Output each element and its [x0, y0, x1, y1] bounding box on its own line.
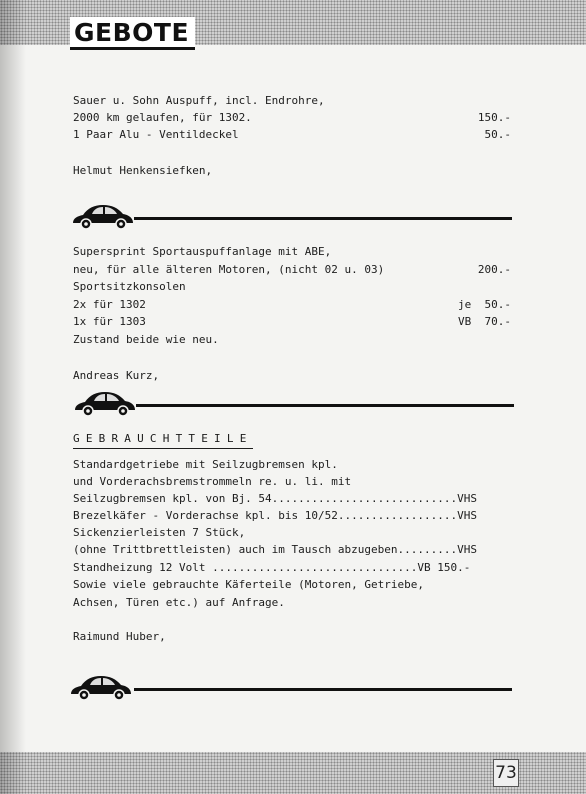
divider-rule: [134, 217, 512, 220]
ad3-line: Seilzugbremsen kpl. von Bj. 54............................VHS: [73, 492, 477, 505]
ad1-line: 2000 km gelaufen, für 1302.: [73, 111, 252, 124]
ad2-price: VB 70.-: [458, 315, 511, 328]
ad1-line: Sauer u. Sohn Auspuff, incl. Endrohre,: [73, 94, 325, 107]
ad2-line: Supersprint Sportauspuffanlage mit ABE,: [73, 245, 332, 258]
ad2-line: neu, für alle älteren Motoren, (nicht 02 u. 03): [73, 263, 385, 276]
divider-rule: [134, 688, 512, 691]
ad2-price: je 50.-: [458, 298, 511, 311]
ad3-line: Brezelkäfer - Vorderachse kpl. bis 10/52..................VHS: [73, 509, 477, 522]
ad2-line: Sportsitzkonsolen: [73, 280, 186, 293]
ad3-line: Standardgetriebe mit Seilzugbremsen kpl.: [73, 458, 338, 471]
divider-rule: [136, 404, 514, 407]
ad2-line: Zustand beide wie neu.: [73, 333, 219, 346]
ad2-price: 200.-: [477, 263, 511, 276]
ad1-price: 50.-: [484, 128, 511, 141]
section-heading: GEBRAUCHTTEILE: [73, 430, 253, 449]
binding-shadow: [0, 0, 26, 794]
ad3-seller: Raimund Huber,: [73, 630, 166, 643]
ad2-line: 1x für 1303: [73, 315, 146, 328]
page-title: GEBOTE: [70, 17, 195, 50]
ad3-line: Sickenzierleisten 7 Stück,: [73, 526, 246, 539]
page-number: 73: [493, 759, 519, 787]
ad2-seller: Andreas Kurz,: [73, 369, 160, 382]
beetle-car-icon: [72, 389, 138, 417]
beetle-car-icon: [68, 673, 134, 701]
beetle-car-icon: [70, 202, 136, 230]
ad3-line: und Vorderachsbremstrommeln re. u. li. mit: [73, 475, 352, 488]
ad2-line: 2x für 1302: [73, 298, 146, 311]
ad1-seller: Helmut Henkensiefken,: [73, 164, 213, 177]
ad3-line: Sowie viele gebrauchte Käferteile (Motoren, Getriebe,: [73, 578, 424, 591]
ad1-price: 150.-: [477, 111, 511, 124]
ad3-line: Standheizung 12 Volt ...............................VB 150.-: [73, 561, 471, 574]
ad1-line: 1 Paar Alu - Ventildeckel: [73, 128, 239, 141]
ad3-line: (ohne Trittbrettleisten) auch im Tausch abzugeben.........VHS: [73, 543, 477, 556]
ad3-line: Achsen, Türen etc.) auf Anfrage.: [73, 596, 285, 609]
